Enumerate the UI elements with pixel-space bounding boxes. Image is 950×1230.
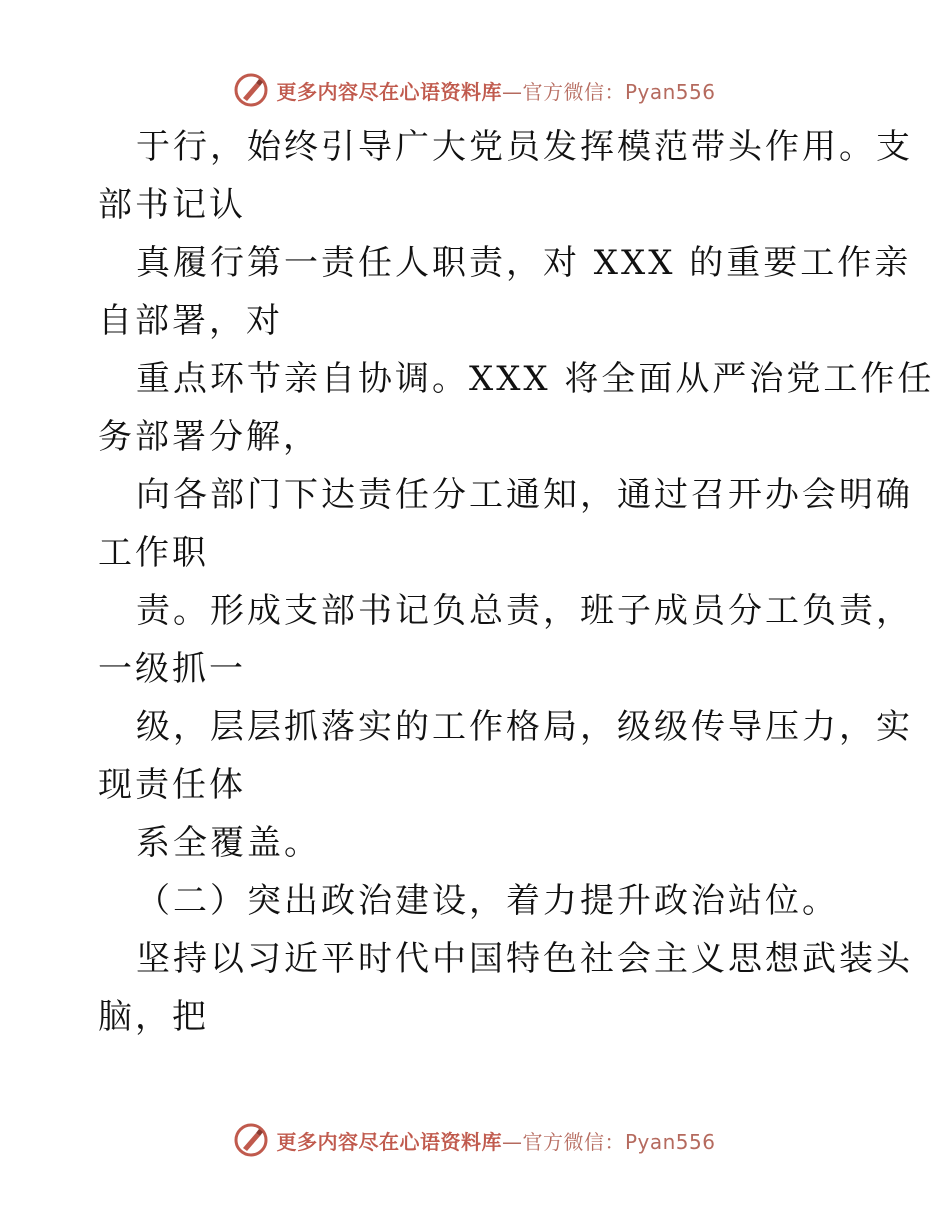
watermark-text — [276, 1126, 715, 1155]
header-watermark — [0, 70, 950, 110]
text-line: 系全覆盖。 — [136, 823, 321, 863]
text-line: 务部署分解， — [98, 417, 320, 457]
text-line: 工作职 — [98, 533, 209, 573]
watermark-brand: 更多内容尽在心语资料库 — [276, 79, 502, 104]
text-line: 坚持以习近平时代中国特色社会主义思想武装头 — [136, 939, 913, 979]
watermark-text — [276, 76, 715, 105]
watermark-suffix: —官方微信：Pyan556 — [501, 79, 716, 104]
text-line: 脑，把 — [98, 997, 209, 1037]
text-line: 一级抓一 — [98, 649, 246, 689]
text-line: 向各部门下达责任分工通知，通过召开办会明确 — [136, 475, 913, 515]
watermark-suffix: —官方微信：Pyan556 — [501, 1129, 716, 1154]
text-line: 部书记认 — [98, 185, 246, 225]
text-line: 自部署，对 — [98, 301, 283, 341]
document-body — [98, 118, 935, 1046]
pen-logo-icon — [234, 1123, 268, 1157]
text-line: 现责任体 — [98, 765, 246, 805]
section-heading: （二）突出政治建设，着力提升政治站位。 — [136, 881, 839, 921]
watermark-brand: 更多内容尽在心语资料库 — [276, 1129, 502, 1154]
text-line: 真履行第一责任人职责，对 XXX 的重要工作亲 — [136, 243, 912, 283]
text-line: 重点环节亲自协调。XXX 将全面从严治党工作任 — [136, 359, 935, 399]
pen-logo-icon — [234, 73, 268, 107]
footer-watermark — [0, 1120, 950, 1160]
text-line: 责。形成支部书记负总责，班子成员分工负责， — [136, 591, 913, 631]
text-line: 级，层层抓落实的工作格局，级级传导压力，实 — [136, 707, 913, 747]
text-line: 于行，始终引导广大党员发挥模范带头作用。支 — [136, 127, 913, 167]
